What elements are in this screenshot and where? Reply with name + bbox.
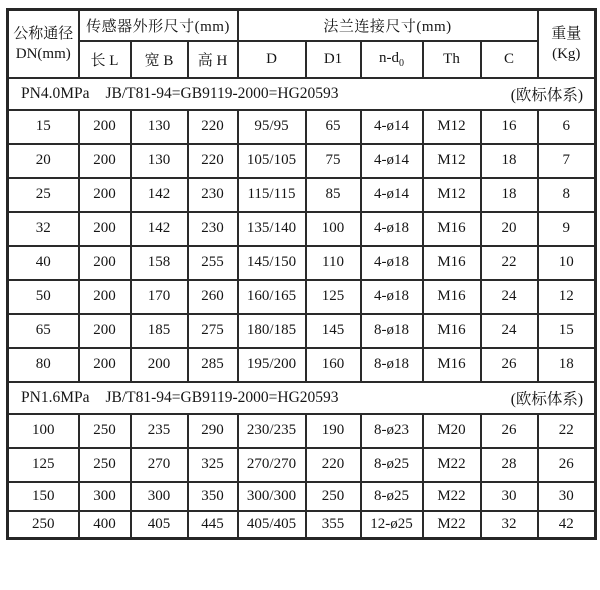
value-cell: 105/105 (238, 144, 306, 178)
table-row (8, 348, 596, 382)
pressure-rating-label: PN4.0MPa (21, 84, 90, 102)
value-cell: M12 (423, 110, 481, 144)
value-cell: 12 (538, 280, 596, 314)
value-cell: 270/270 (238, 448, 306, 482)
value-cell: 4-ø14 (361, 178, 423, 212)
value-cell: 160/165 (238, 280, 306, 314)
value-cell: 250 (79, 414, 131, 448)
value-cell: 130 (131, 144, 188, 178)
value-cell: 275 (188, 314, 238, 348)
value-cell: M16 (423, 280, 481, 314)
value-cell: 4-ø18 (361, 280, 423, 314)
value-cell: 445 (188, 511, 238, 539)
dn-cell: 40 (8, 246, 79, 280)
table-row (8, 110, 596, 144)
header-n-d0-subscript: 0 (399, 57, 404, 69)
header-sensor-dimensions-group: 传感器外形尺寸(mm) (79, 10, 238, 41)
value-cell: M12 (423, 144, 481, 178)
value-cell: 300 (131, 482, 188, 511)
value-cell: 26 (481, 414, 538, 448)
value-cell: 200 (79, 144, 131, 178)
value-cell: 350 (188, 482, 238, 511)
value-cell: 115/115 (238, 178, 306, 212)
value-cell: 200 (79, 348, 131, 382)
dn-cell: 150 (8, 482, 79, 511)
value-cell: 26 (538, 448, 596, 482)
header-width-b: 宽 B (131, 41, 188, 78)
value-cell: 8-ø18 (361, 348, 423, 382)
value-cell: 255 (188, 246, 238, 280)
value-cell: 130 (131, 110, 188, 144)
value-cell: 8-ø23 (361, 414, 423, 448)
value-cell: 300 (79, 482, 131, 511)
value-cell: M16 (423, 314, 481, 348)
value-cell: 220 (188, 110, 238, 144)
value-cell: 200 (79, 246, 131, 280)
value-cell: 4-ø14 (361, 110, 423, 144)
standard-system-note: (欧标体系) (510, 86, 584, 104)
value-cell: 200 (79, 110, 131, 144)
value-cell: 8-ø25 (361, 482, 423, 511)
header-row-groups (8, 10, 596, 41)
value-cell: 250 (79, 448, 131, 482)
dn-cell: 65 (8, 314, 79, 348)
value-cell: 24 (481, 314, 538, 348)
value-cell: 170 (131, 280, 188, 314)
value-cell: 30 (538, 482, 596, 511)
header-th: Th (423, 41, 481, 78)
value-cell: M22 (423, 511, 481, 539)
value-cell: 230 (188, 212, 238, 246)
value-cell: 200 (79, 178, 131, 212)
value-cell: M16 (423, 348, 481, 382)
value-cell: 195/200 (238, 348, 306, 382)
value-cell: 6 (538, 110, 596, 144)
header-weight-line1: 重量 (551, 25, 582, 42)
table-row (8, 511, 596, 539)
table-row (8, 448, 596, 482)
value-cell: 16 (481, 110, 538, 144)
value-cell: 220 (306, 448, 361, 482)
value-cell: 12-ø25 (361, 511, 423, 539)
value-cell: 405/405 (238, 511, 306, 539)
value-cell: 160 (306, 348, 361, 382)
section-row (8, 382, 596, 414)
dn-cell: 25 (8, 178, 79, 212)
header-nominal-diameter-line2: DN(mm) (15, 45, 71, 62)
value-cell: 110 (306, 246, 361, 280)
value-cell: 250 (306, 482, 361, 511)
table-row (8, 178, 596, 212)
value-cell: 4-ø18 (361, 212, 423, 246)
table-row (8, 314, 596, 348)
header-length-l: 长 L (79, 41, 131, 78)
table-row (8, 212, 596, 246)
value-cell: 75 (306, 144, 361, 178)
dn-cell: 50 (8, 280, 79, 314)
value-cell: 230 (188, 178, 238, 212)
dn-cell: 125 (8, 448, 79, 482)
header-height-h: 高 H (188, 41, 238, 78)
value-cell: M22 (423, 448, 481, 482)
dn-cell: 20 (8, 144, 79, 178)
table-row (8, 280, 596, 314)
value-cell: 24 (481, 280, 538, 314)
value-cell: 190 (306, 414, 361, 448)
flange-dimension-table (6, 8, 597, 540)
dn-cell: 15 (8, 110, 79, 144)
value-cell: 18 (481, 178, 538, 212)
value-cell: 185 (131, 314, 188, 348)
value-cell: 270 (131, 448, 188, 482)
header-flange-connection-group: 法兰连接尺寸(mm) (238, 10, 538, 41)
value-cell: 260 (188, 280, 238, 314)
value-cell: 42 (538, 511, 596, 539)
value-cell: 8-ø25 (361, 448, 423, 482)
value-cell: 300/300 (238, 482, 306, 511)
value-cell: 200 (79, 280, 131, 314)
value-cell: 26 (481, 348, 538, 382)
value-cell: 230/235 (238, 414, 306, 448)
value-cell: 145/150 (238, 246, 306, 280)
value-cell: 290 (188, 414, 238, 448)
header-c: C (481, 41, 538, 78)
standard-code-label: JB/T81-94=GB9119-2000=HG20593 (105, 84, 339, 102)
value-cell: 135/140 (238, 212, 306, 246)
value-cell: 142 (131, 212, 188, 246)
table-header (8, 10, 596, 78)
value-cell: 220 (188, 144, 238, 178)
value-cell: 200 (131, 348, 188, 382)
value-cell: 95/95 (238, 110, 306, 144)
value-cell: 15 (538, 314, 596, 348)
dn-cell: 80 (8, 348, 79, 382)
value-cell: 9 (538, 212, 596, 246)
table-body (8, 78, 596, 539)
value-cell: 405 (131, 511, 188, 539)
value-cell: 200 (79, 212, 131, 246)
value-cell: M16 (423, 212, 481, 246)
header-weight (538, 10, 596, 78)
value-cell: 400 (79, 511, 131, 539)
section-cell (8, 382, 596, 414)
value-cell: 125 (306, 280, 361, 314)
value-cell: 145 (306, 314, 361, 348)
header-nominal-diameter (8, 10, 79, 78)
value-cell: 85 (306, 178, 361, 212)
value-cell: 65 (306, 110, 361, 144)
value-cell: 4-ø14 (361, 144, 423, 178)
value-cell: M20 (423, 414, 481, 448)
table-row (8, 414, 596, 448)
value-cell: 18 (538, 348, 596, 382)
value-cell: 28 (481, 448, 538, 482)
value-cell: M12 (423, 178, 481, 212)
value-cell: 158 (131, 246, 188, 280)
header-d: D (238, 41, 306, 78)
value-cell: 22 (538, 414, 596, 448)
value-cell: 32 (481, 511, 538, 539)
section-row (8, 78, 596, 110)
dn-cell: 100 (8, 414, 79, 448)
header-nominal-diameter-line1: 公称通径 (13, 25, 74, 42)
value-cell: 285 (188, 348, 238, 382)
value-cell: 10 (538, 246, 596, 280)
value-cell: 7 (538, 144, 596, 178)
header-n-d0-main: n-d (379, 49, 399, 66)
value-cell: 325 (188, 448, 238, 482)
value-cell: 180/185 (238, 314, 306, 348)
value-cell: 4-ø18 (361, 246, 423, 280)
value-cell: 18 (481, 144, 538, 178)
standard-code-label: JB/T81-94=GB9119-2000=HG20593 (105, 388, 339, 406)
dn-cell: 250 (8, 511, 79, 539)
header-row-subcolumns (8, 41, 596, 78)
value-cell: 8 (538, 178, 596, 212)
value-cell: 20 (481, 212, 538, 246)
value-cell: 30 (481, 482, 538, 511)
value-cell: 235 (131, 414, 188, 448)
table-row (8, 482, 596, 511)
table-row (8, 144, 596, 178)
header-n-d0 (361, 41, 423, 78)
value-cell: 100 (306, 212, 361, 246)
table-row (8, 246, 596, 280)
value-cell: 22 (481, 246, 538, 280)
value-cell: 142 (131, 178, 188, 212)
pressure-rating-label: PN1.6MPa (21, 388, 90, 406)
value-cell: M16 (423, 246, 481, 280)
value-cell: 8-ø18 (361, 314, 423, 348)
dn-cell: 32 (8, 212, 79, 246)
header-weight-line2: (Kg) (552, 45, 581, 62)
value-cell: M22 (423, 482, 481, 511)
value-cell: 355 (306, 511, 361, 539)
header-d1: D1 (306, 41, 361, 78)
value-cell: 200 (79, 314, 131, 348)
standard-system-note: (欧标体系) (510, 390, 584, 408)
section-cell (8, 78, 596, 110)
